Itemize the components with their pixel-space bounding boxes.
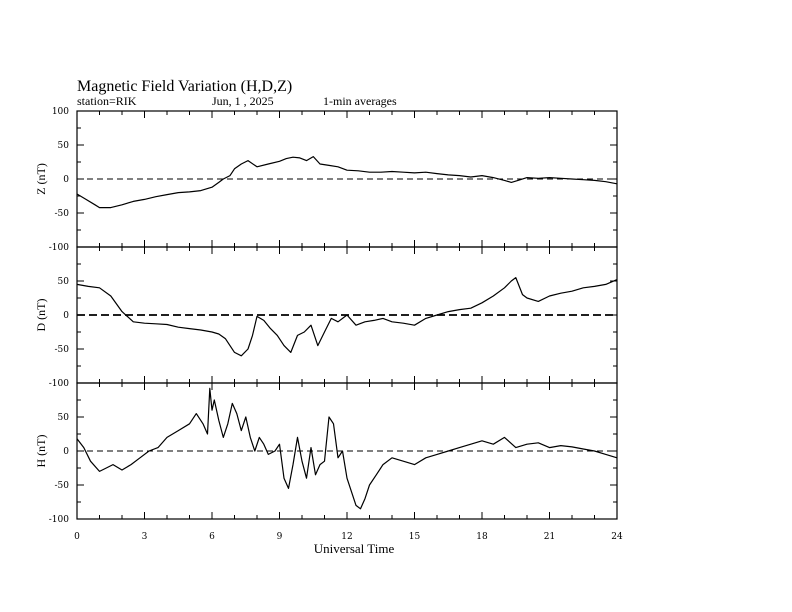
- y-tick-label: 0: [63, 311, 69, 321]
- date-label: Jun, 1 , 2025: [212, 94, 274, 108]
- series-line-d: [77, 278, 617, 356]
- panels-group: [34, 107, 617, 525]
- chart-title: Magnetic Field Variation (H,D,Z): [77, 78, 293, 95]
- panel-d: [34, 247, 617, 383]
- x-tick-label: 0: [74, 532, 80, 542]
- panel-h: [34, 379, 617, 525]
- x-tick-label: 9: [276, 532, 283, 542]
- y-tick-label: 100: [51, 107, 69, 117]
- x-tick-label: 15: [408, 532, 421, 542]
- y-tick-label: -50: [54, 345, 69, 355]
- y-axis-label-h: H (nT): [34, 434, 48, 468]
- y-tick-label: -50: [54, 209, 69, 219]
- y-tick-label: 50: [57, 277, 69, 287]
- x-tick-label: 3: [141, 532, 148, 542]
- station-label: station=RIK: [77, 94, 137, 108]
- y-axis-label-z: Z (nT): [34, 163, 48, 195]
- y-tick-label: -100: [48, 243, 69, 253]
- series-line-h: [77, 388, 617, 508]
- y-tick-label: 0: [63, 175, 69, 185]
- series-line-z: [77, 157, 617, 208]
- y-tick-label: 50: [57, 141, 69, 151]
- x-tick-label: 21: [543, 532, 556, 542]
- x-tick-label: 24: [611, 532, 623, 542]
- x-tick-label: 18: [476, 532, 488, 542]
- y-tick-label: 50: [57, 413, 69, 423]
- panel-z: [34, 107, 617, 253]
- y-tick-label: 0: [63, 447, 69, 457]
- x-tick-label: 6: [209, 532, 215, 542]
- x-axis-label: Universal Time: [313, 541, 395, 556]
- y-tick-label: -50: [54, 481, 69, 491]
- averaging-label: 1-min averages: [323, 94, 397, 108]
- y-tick-label: -100: [48, 379, 69, 389]
- y-tick-label: -100: [48, 515, 69, 525]
- y-axis-label-d: D (nT): [34, 298, 48, 332]
- x-tick-label: 12: [341, 532, 353, 542]
